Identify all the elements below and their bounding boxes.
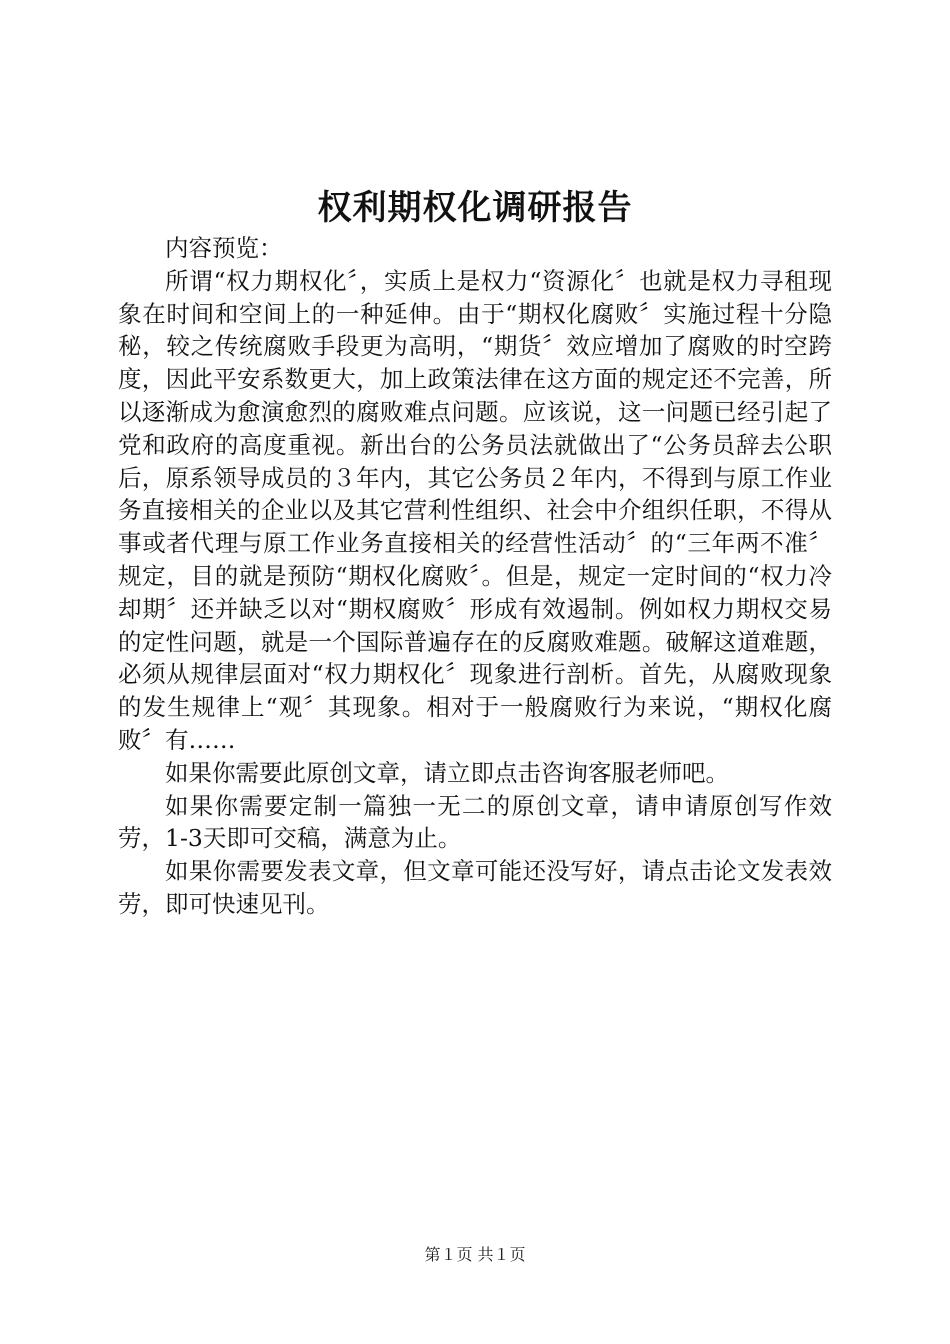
page-number: 第１页 bbox=[424, 1245, 473, 1264]
page-footer bbox=[0, 1244, 950, 1266]
document-title: 权利期权化调研报告 bbox=[317, 188, 633, 228]
document-body bbox=[118, 232, 832, 921]
page-total: 共１页 bbox=[477, 1245, 526, 1264]
preview-label: 内容预览： bbox=[165, 234, 283, 262]
body-paragraph: 所谓“权力期权化〞，实质上是权力“资源化〞也就是权力寻租现象在时间和空间上的一种延伸。由于“期权化腐败〞实施过程十分隐秘，较之传统腐败手段更为高明，“期货〞效应增加了腐败的时空跨度，因此平安系数更大，加上政策法律在这方面的规定还不完善，所以逐渐成为愈演愈烈的腐败难点问题。应该说，这一问题已经引起了党和政府的高度重视。新出台的公务员法就做出了“公务员辞去公职后，原系领导成员的３年内，其它公务员２年内，不得到与原工作业务直接相关的企业以及其它营利性组织、社会中介组织任职，不得从事或者代理与原工作业务直接相关的经营性活动〞的“三年两不准〞规定，目的就是预防“期权化腐败〞。但是，规定一定时间的“权力冷却期〞还并缺乏以对“期权腐败〞形成有效遏制。例如权力期权交易的定性问题，就是一个国际普遍存在的反腐败难题。破解这道难题，必须从规律层面对“权力期权化〞现象进行剖析。首先，从腐败现象的发生规律上“观〞其现象。相对于一般腐败行为来说，“期权化腐败〞有…… bbox=[118, 266, 832, 754]
publish-paragraph: 如果你需要发表文章，但文章可能还没写好，请点击论文发表效劳，即可快速见刊。 bbox=[118, 857, 832, 918]
consult-paragraph: 如果你需要此原创文章，请立即点击咨询客服老师吧。 bbox=[165, 758, 729, 787]
custom-writing-paragraph: 如果你需要定制一篇独一无二的原创文章，请申请原创写作效劳，1-3天即可交稿，满意为止。 bbox=[118, 791, 832, 853]
